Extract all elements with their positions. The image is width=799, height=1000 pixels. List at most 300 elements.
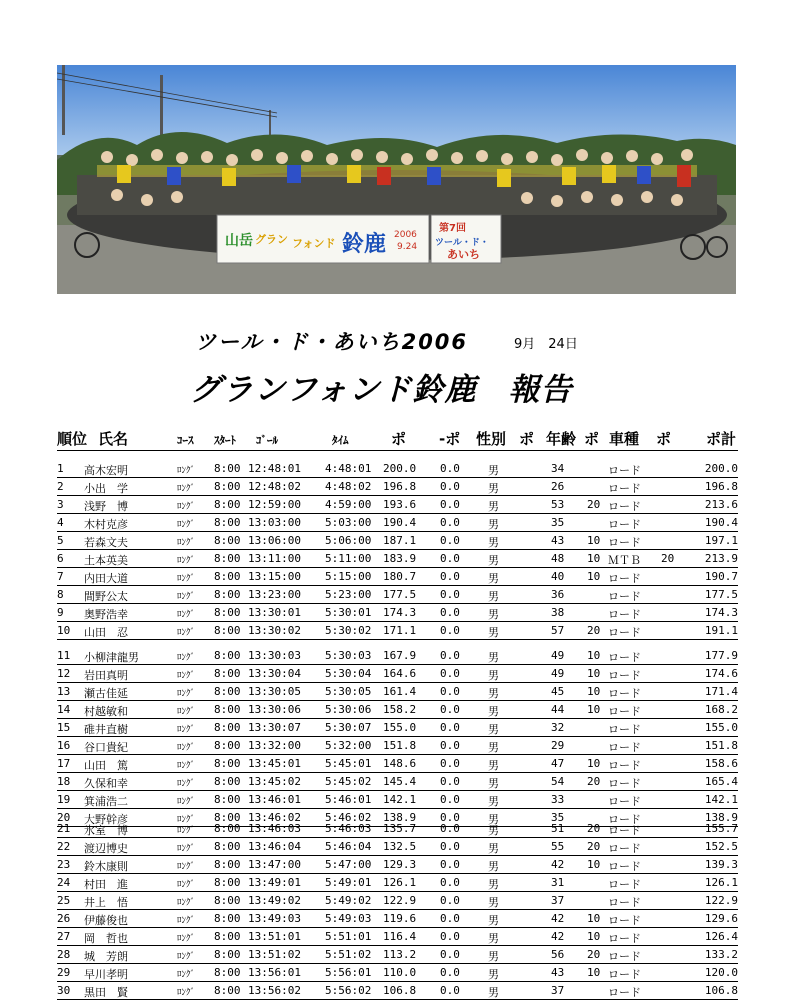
- event-title: ツール・ド・あいち2006: [195, 330, 469, 354]
- svg-text:鈴鹿: 鈴鹿: [342, 232, 387, 257]
- name-cell: 鈴木康則: [84, 860, 128, 873]
- start-cell: 8:00: [214, 606, 241, 619]
- total-cell: 129.6: [704, 912, 738, 925]
- time-cell: 4:48:02: [325, 480, 372, 493]
- total-cell: 138.9: [704, 811, 738, 824]
- total-cell: 142.1: [704, 793, 738, 806]
- rank-cell: 2: [57, 480, 64, 493]
- table-row: [57, 478, 738, 496]
- sex-cell: 男: [488, 986, 499, 999]
- age-bonus-cell: 10: [587, 649, 601, 662]
- minus-point-cell: 0.0: [440, 948, 460, 961]
- age-cell: 53: [551, 498, 565, 511]
- age-cell: 36: [551, 588, 565, 601]
- table-row: [57, 820, 738, 838]
- goal-cell: 13:30:07: [248, 721, 301, 734]
- time-cell: 5:46:03: [325, 822, 372, 835]
- age-cell: 42: [551, 930, 565, 943]
- start-cell: 8:00: [214, 822, 241, 835]
- point-cell: 122.9: [383, 894, 417, 907]
- point-cell: 190.4: [383, 516, 417, 529]
- age-cell: 37: [551, 984, 565, 997]
- minus-point-cell: 0.0: [440, 876, 460, 889]
- age-cell: 49: [551, 649, 565, 662]
- sex-cell: 男: [488, 705, 499, 718]
- age-bonus-cell: 10: [587, 667, 601, 680]
- start-cell: 8:00: [214, 966, 241, 979]
- bike-cell: ロード: [608, 741, 641, 754]
- total-cell: 174.3: [704, 606, 738, 619]
- age-bonus-cell: 20: [587, 775, 601, 788]
- minus-point-cell: 0.0: [440, 649, 460, 662]
- name-cell: 若森文夫: [84, 536, 128, 549]
- table-row: [57, 532, 738, 550]
- bike-cell: ロード: [608, 626, 641, 639]
- table-row: [57, 982, 738, 1000]
- course-cell: ﾛﾝｸﾞ: [177, 556, 196, 566]
- goal-cell: 13:30:01: [248, 606, 301, 619]
- minus-point-cell: 0.0: [440, 516, 460, 529]
- point-cell: 142.1: [383, 793, 417, 806]
- results-group-3: [57, 820, 738, 1000]
- total-cell: 120.0: [704, 966, 738, 979]
- point-cell: 183.9: [383, 552, 417, 565]
- age-bonus-cell: 10: [587, 930, 601, 943]
- course-cell: ﾛﾝｸﾞ: [177, 797, 196, 807]
- rank-cell: 17: [57, 757, 71, 770]
- time-cell: 5:30:01: [325, 606, 372, 619]
- total-cell: 177.5: [704, 588, 738, 601]
- header-age-point: ポ: [584, 430, 600, 448]
- header-goal: ｺﾞｰﾙ: [256, 434, 278, 447]
- sex-cell: 男: [488, 536, 499, 549]
- age-bonus-cell: 10: [587, 534, 601, 547]
- sex-cell: 男: [488, 518, 499, 531]
- time-cell: 5:46:04: [325, 840, 372, 853]
- age-bonus-cell: 10: [587, 966, 601, 979]
- point-cell: 148.6: [383, 757, 417, 770]
- course-cell: ﾛﾝｸﾞ: [177, 466, 196, 476]
- point-cell: 167.9: [383, 649, 417, 662]
- banner-right: [431, 215, 501, 263]
- age-bonus-cell: 20: [587, 822, 601, 835]
- name-cell: 土本英美: [84, 554, 128, 567]
- point-cell: 113.2: [383, 948, 417, 961]
- point-cell: 106.8: [383, 984, 417, 997]
- name-cell: 早川孝明: [84, 968, 128, 981]
- sex-cell: 男: [488, 878, 499, 891]
- svg-text:ツール・ド・: ツール・ド・: [435, 238, 489, 248]
- point-cell: 132.5: [383, 840, 417, 853]
- goal-cell: 13:46:04: [248, 840, 301, 853]
- time-cell: 5:49:01: [325, 876, 372, 889]
- goal-cell: 13:23:00: [248, 588, 301, 601]
- total-cell: 106.8: [704, 984, 738, 997]
- bike-cell: ロード: [608, 950, 641, 963]
- goal-cell: 13:30:05: [248, 685, 301, 698]
- rank-cell: 7: [57, 570, 64, 583]
- event-date: 9月 24日: [514, 337, 578, 352]
- minus-point-cell: 0.0: [440, 840, 460, 853]
- time-cell: 5:46:01: [325, 793, 372, 806]
- time-cell: 5:47:00: [325, 858, 372, 871]
- rank-cell: 12: [57, 667, 71, 680]
- rank-cell: 6: [57, 552, 64, 565]
- course-cell: ﾛﾝｸﾞ: [177, 574, 196, 584]
- rank-cell: 24: [57, 876, 71, 889]
- time-cell: 5:03:00: [325, 516, 372, 529]
- course-cell: ﾛﾝｸﾞ: [177, 779, 196, 789]
- age-bonus-cell: 10: [587, 858, 601, 871]
- name-cell: 大野幹彦: [84, 813, 128, 826]
- point-cell: 174.3: [383, 606, 417, 619]
- table-row: [57, 647, 738, 665]
- goal-cell: 13:47:00: [248, 858, 301, 871]
- total-cell: 133.2: [704, 948, 738, 961]
- age-cell: 55: [551, 840, 565, 853]
- sex-cell: 男: [488, 651, 499, 664]
- start-cell: 8:00: [214, 534, 241, 547]
- header-point: ポ: [391, 430, 407, 448]
- table-row: [57, 665, 738, 683]
- table-row: [57, 838, 738, 856]
- total-cell: 197.1: [704, 534, 738, 547]
- total-cell: 165.4: [704, 775, 738, 788]
- time-cell: 5:30:03: [325, 649, 372, 662]
- start-cell: 8:00: [214, 552, 241, 565]
- svg-text:フォンド: フォンド: [292, 237, 336, 250]
- minus-point-cell: 0.0: [440, 552, 460, 565]
- table-row: [57, 856, 738, 874]
- bike-cell: ロード: [608, 878, 641, 891]
- point-cell: 158.2: [383, 703, 417, 716]
- minus-point-cell: 0.0: [440, 811, 460, 824]
- svg-text:グラン: グラン: [255, 233, 288, 246]
- sex-cell: 男: [488, 723, 499, 736]
- start-cell: 8:00: [214, 876, 241, 889]
- point-cell: 200.0: [383, 462, 417, 475]
- start-cell: 8:00: [214, 703, 241, 716]
- goal-cell: 13:49:02: [248, 894, 301, 907]
- course-cell: ﾛﾝｸﾞ: [177, 916, 196, 926]
- name-cell: 渡辺博史: [84, 842, 128, 855]
- name-cell: 瀬古佳延: [84, 687, 128, 700]
- time-cell: 5:56:02: [325, 984, 372, 997]
- name-cell: 高木宏明: [84, 464, 128, 477]
- goal-cell: 13:56:02: [248, 984, 301, 997]
- course-cell: ﾛﾝｸﾞ: [177, 653, 196, 663]
- goal-cell: 13:11:00: [248, 552, 301, 565]
- total-cell: 174.6: [704, 667, 738, 680]
- course-cell: ﾛﾝｸﾞ: [177, 628, 196, 638]
- minus-point-cell: 0.0: [440, 462, 460, 475]
- name-cell: 谷口貴紀: [84, 741, 128, 754]
- name-cell: 黒田 賢: [84, 986, 128, 999]
- minus-point-cell: 0.0: [440, 822, 460, 835]
- course-cell: ﾛﾝｸﾞ: [177, 725, 196, 735]
- minus-point-cell: 0.0: [440, 667, 460, 680]
- total-cell: 213.9: [704, 552, 738, 565]
- rank-cell: 15: [57, 721, 71, 734]
- start-cell: 8:00: [214, 793, 241, 806]
- bike-cell: ＭＴＢ: [608, 554, 641, 567]
- age-cell: 49: [551, 667, 565, 680]
- age-cell: 34: [551, 462, 565, 475]
- age-cell: 38: [551, 606, 565, 619]
- rank-cell: 30: [57, 984, 71, 997]
- bike-cell: ロード: [608, 824, 641, 837]
- header-minus-point: -ポ: [439, 430, 461, 448]
- point-cell: 135.7: [383, 822, 417, 835]
- goal-cell: 12:59:00: [248, 498, 301, 511]
- time-cell: 5:45:02: [325, 775, 372, 788]
- svg-text:あいち: あいち: [447, 248, 480, 261]
- time-cell: 4:59:00: [325, 498, 372, 511]
- time-cell: 5:23:00: [325, 588, 372, 601]
- total-cell: 152.5: [704, 840, 738, 853]
- start-cell: 8:00: [214, 516, 241, 529]
- sex-cell: 男: [488, 795, 499, 808]
- rank-cell: 28: [57, 948, 71, 961]
- table-row: [57, 755, 738, 773]
- minus-point-cell: 0.0: [440, 930, 460, 943]
- name-cell: 岡 哲也: [84, 932, 128, 945]
- goal-cell: 13:32:00: [248, 739, 301, 752]
- sex-cell: 男: [488, 950, 499, 963]
- course-cell: ﾛﾝｸﾞ: [177, 743, 196, 753]
- table-row: [57, 701, 738, 719]
- table-row: [57, 586, 738, 604]
- age-bonus-cell: 20: [587, 840, 601, 853]
- goal-cell: 13:30:03: [248, 649, 301, 662]
- course-cell: ﾛﾝｸﾞ: [177, 815, 196, 825]
- point-cell: 155.0: [383, 721, 417, 734]
- minus-point-cell: 0.0: [440, 739, 460, 752]
- bike-cell: ロード: [608, 687, 641, 700]
- header-start: ｽﾀｰﾄ: [214, 434, 236, 447]
- table-row: [57, 946, 738, 964]
- time-cell: 4:48:01: [325, 462, 372, 475]
- bike-cell: ロード: [608, 482, 641, 495]
- total-cell: 190.4: [704, 516, 738, 529]
- age-cell: 48: [551, 552, 565, 565]
- header-time: ﾀｲﾑ: [332, 434, 349, 447]
- age-bonus-cell: 20: [587, 948, 601, 961]
- time-cell: 5:46:02: [325, 811, 372, 824]
- name-cell: 氷室 博: [84, 824, 128, 837]
- point-cell: 164.6: [383, 667, 417, 680]
- age-cell: 29: [551, 739, 565, 752]
- time-cell: 5:49:03: [325, 912, 372, 925]
- sex-cell: 男: [488, 759, 499, 772]
- age-bonus-cell: 20: [587, 624, 601, 637]
- sex-cell: 男: [488, 741, 499, 754]
- sex-cell: 男: [488, 842, 499, 855]
- total-cell: 171.4: [704, 685, 738, 698]
- start-cell: 8:00: [214, 649, 241, 662]
- sex-cell: 男: [488, 554, 499, 567]
- course-cell: ﾛﾝｸﾞ: [177, 520, 196, 530]
- minus-point-cell: 0.0: [440, 757, 460, 770]
- minus-point-cell: 0.0: [440, 624, 460, 637]
- point-cell: 177.5: [383, 588, 417, 601]
- age-cell: 43: [551, 534, 565, 547]
- table-row: [57, 773, 738, 791]
- rank-cell: 8: [57, 588, 64, 601]
- course-cell: ﾛﾝｸﾞ: [177, 898, 196, 908]
- course-cell: ﾛﾝｸﾞ: [177, 952, 196, 962]
- time-cell: 5:11:00: [325, 552, 372, 565]
- rank-cell: 27: [57, 930, 71, 943]
- course-cell: ﾛﾝｸﾞ: [177, 988, 196, 998]
- header-rank: 順位: [57, 430, 88, 448]
- goal-cell: 13:51:02: [248, 948, 301, 961]
- minus-point-cell: 0.0: [440, 685, 460, 698]
- start-cell: 8:00: [214, 685, 241, 698]
- sex-cell: 男: [488, 500, 499, 513]
- time-cell: 5:32:00: [325, 739, 372, 752]
- sex-cell: 男: [488, 914, 499, 927]
- name-cell: 井上 悟: [84, 896, 128, 909]
- course-cell: ﾛﾝｸﾞ: [177, 970, 196, 980]
- age-bonus-cell: 10: [587, 685, 601, 698]
- bike-point-cell: 20: [661, 552, 675, 565]
- age-cell: 56: [551, 948, 565, 961]
- age-cell: 37: [551, 894, 565, 907]
- bike-cell: ロード: [608, 608, 641, 621]
- age-bonus-cell: 10: [587, 912, 601, 925]
- age-bonus-cell: 10: [587, 570, 601, 583]
- course-cell: ﾛﾝｸﾞ: [177, 671, 196, 681]
- svg-text:9.24: 9.24: [397, 242, 418, 252]
- results-group-2: [57, 647, 738, 827]
- rank-cell: 18: [57, 775, 71, 788]
- sex-cell: 男: [488, 968, 499, 981]
- rank-cell: 5: [57, 534, 64, 547]
- point-cell: 145.4: [383, 775, 417, 788]
- course-cell: ﾛﾝｸﾞ: [177, 689, 196, 699]
- name-cell: 間野公太: [84, 590, 128, 603]
- time-cell: 5:51:02: [325, 948, 372, 961]
- age-cell: 45: [551, 685, 565, 698]
- point-cell: 180.7: [383, 570, 417, 583]
- minus-point-cell: 0.0: [440, 480, 460, 493]
- name-cell: 村田 進: [84, 878, 128, 891]
- rank-cell: 16: [57, 739, 71, 752]
- minus-point-cell: 0.0: [440, 534, 460, 547]
- name-cell: 箕浦浩二: [84, 795, 128, 808]
- start-cell: 8:00: [214, 588, 241, 601]
- svg-text:2006: 2006: [394, 230, 417, 240]
- minus-point-cell: 0.0: [440, 894, 460, 907]
- table-row: [57, 791, 738, 809]
- age-cell: 54: [551, 775, 565, 788]
- rank-cell: 9: [57, 606, 64, 619]
- age-cell: 51: [551, 822, 565, 835]
- start-cell: 8:00: [214, 930, 241, 943]
- header-age: 年齢: [546, 430, 577, 448]
- start-cell: 8:00: [214, 667, 241, 680]
- point-cell: 138.9: [383, 811, 417, 824]
- course-cell: ﾛﾝｸﾞ: [177, 538, 196, 548]
- start-cell: 8:00: [214, 948, 241, 961]
- age-cell: 26: [551, 480, 565, 493]
- minus-point-cell: 0.0: [440, 721, 460, 734]
- minus-point-cell: 0.0: [440, 498, 460, 511]
- minus-point-cell: 0.0: [440, 703, 460, 716]
- bike-cell: ロード: [608, 813, 641, 826]
- start-cell: 8:00: [214, 498, 241, 511]
- point-cell: 116.4: [383, 930, 417, 943]
- rank-cell: 4: [57, 516, 64, 529]
- svg-text:第7回: 第7回: [439, 223, 466, 234]
- total-cell: 191.1: [704, 624, 738, 637]
- age-cell: 44: [551, 703, 565, 716]
- rank-cell: 25: [57, 894, 71, 907]
- total-cell: 155.0: [704, 721, 738, 734]
- age-bonus-cell: 10: [587, 552, 601, 565]
- table-row: [57, 604, 738, 622]
- table-row: [57, 460, 738, 478]
- total-cell: 190.7: [704, 570, 738, 583]
- age-cell: 33: [551, 793, 565, 806]
- bike-cell: ロード: [608, 518, 641, 531]
- course-cell: ﾛﾝｸﾞ: [177, 502, 196, 512]
- bike-cell: ロード: [608, 914, 641, 927]
- goal-cell: 13:46:01: [248, 793, 301, 806]
- total-cell: 126.1: [704, 876, 738, 889]
- name-cell: 碓井直樹: [84, 723, 128, 736]
- name-cell: 岩田真明: [84, 669, 128, 682]
- total-cell: 151.8: [704, 739, 738, 752]
- table-row: [57, 496, 738, 514]
- point-cell: 126.1: [383, 876, 417, 889]
- table-row: [57, 892, 738, 910]
- total-cell: 196.8: [704, 480, 738, 493]
- goal-cell: 13:03:00: [248, 516, 301, 529]
- time-cell: 5:15:00: [325, 570, 372, 583]
- course-cell: ﾛﾝｸﾞ: [177, 592, 196, 602]
- minus-point-cell: 0.0: [440, 588, 460, 601]
- time-cell: 5:51:01: [325, 930, 372, 943]
- sex-cell: 男: [488, 813, 499, 826]
- age-cell: 35: [551, 516, 565, 529]
- time-cell: 5:49:02: [325, 894, 372, 907]
- table-row: [57, 514, 738, 532]
- table-row: [57, 928, 738, 946]
- course-cell: ﾛﾝｸﾞ: [177, 862, 196, 872]
- start-cell: 8:00: [214, 858, 241, 871]
- goal-cell: 12:48:02: [248, 480, 301, 493]
- goal-cell: 13:49:03: [248, 912, 301, 925]
- total-cell: 177.9: [704, 649, 738, 662]
- age-bonus-cell: 20: [587, 498, 601, 511]
- sex-cell: 男: [488, 482, 499, 495]
- rank-cell: 13: [57, 685, 71, 698]
- start-cell: 8:00: [214, 570, 241, 583]
- sex-cell: 男: [488, 572, 499, 585]
- rank-cell: 14: [57, 703, 71, 716]
- header-sex-point: ポ: [519, 430, 535, 448]
- table-row: [57, 719, 738, 737]
- total-cell: 158.6: [704, 757, 738, 770]
- start-cell: 8:00: [214, 721, 241, 734]
- start-cell: 8:00: [214, 775, 241, 788]
- age-cell: 43: [551, 966, 565, 979]
- header-total: ポ計: [706, 430, 737, 448]
- minus-point-cell: 0.0: [440, 912, 460, 925]
- time-cell: 5:30:06: [325, 703, 372, 716]
